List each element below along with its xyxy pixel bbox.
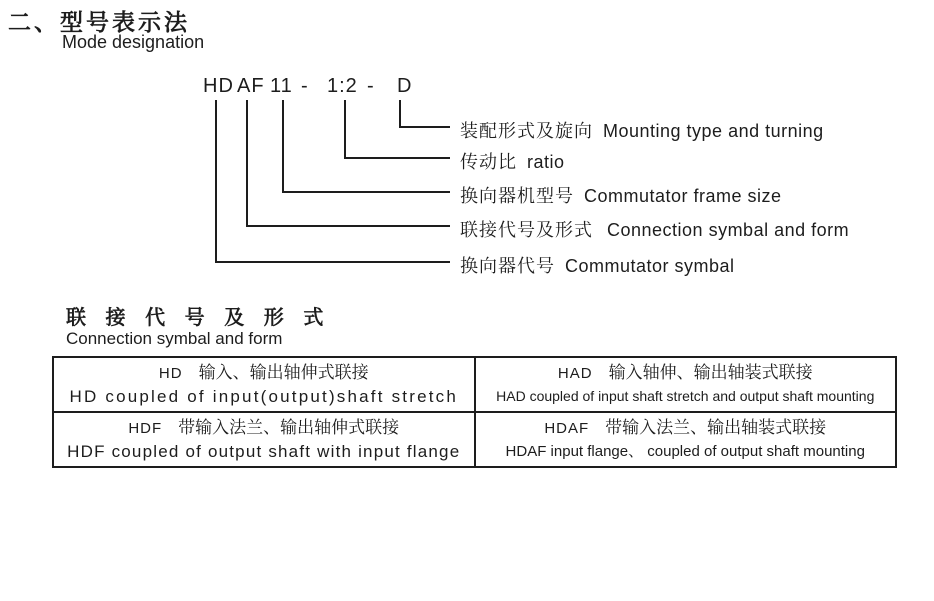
leader-line-vertical [215, 100, 217, 263]
leader-line-horizontal [282, 191, 450, 193]
connection-code: HD [158, 365, 183, 382]
page-title: 二、型号表示法 [8, 9, 190, 35]
model-code-segment: - [367, 75, 375, 97]
designation-label-zh: 换向器代号 [460, 256, 555, 276]
designation-label-en: ratio [527, 152, 565, 172]
table-cell-hdaf [475, 412, 897, 467]
connection-desc-zh: 带输入法兰、输出轴装式联接 [605, 418, 827, 437]
designation-label-connection [460, 216, 849, 242]
model-code-segment: D [397, 75, 413, 97]
designation-label-en: Commutator symbal [565, 256, 735, 276]
designation-label-commutator [460, 252, 735, 278]
connection-desc-zh: 输入轴伸、输出轴装式联接 [608, 363, 813, 382]
model-code-segment: HD [203, 75, 234, 97]
designation-label-frame-size [460, 182, 782, 208]
designation-label-zh: 装配形式及旋向 [460, 121, 593, 141]
designation-label-zh: 传动比 [460, 152, 517, 172]
table-cell-hdf [53, 412, 475, 467]
model-code-segment: 11 [270, 75, 293, 97]
table-row [53, 412, 896, 467]
connection-desc-en: HAD coupled of input shaft stretch and output shaft mounting [496, 388, 875, 404]
leader-line-vertical [246, 100, 248, 227]
table-row [53, 357, 896, 412]
connection-code: HDAF [544, 420, 590, 437]
connection-desc-zh: 输入、输出轴伸式联接 [198, 363, 369, 382]
leader-line-horizontal [246, 225, 450, 227]
table-cell-hd [53, 357, 475, 412]
connection-table [52, 356, 897, 468]
designation-label-en: Mounting type and turning [603, 121, 824, 141]
connection-desc-en: HDF coupled of output shaft with input flange [67, 442, 461, 461]
leader-line-horizontal [399, 126, 450, 128]
leader-line-vertical [282, 100, 284, 193]
section-subtitle: Connection symbal and form [66, 329, 283, 348]
designation-label-en: Commutator frame size [584, 186, 782, 206]
leader-line-horizontal [215, 261, 450, 263]
leader-line-horizontal [344, 157, 450, 159]
designation-label-ratio [460, 148, 565, 174]
connection-code: HDF [128, 420, 163, 437]
designation-label-mounting [460, 117, 824, 143]
designation-label-en: Connection symbal and form [607, 220, 850, 240]
model-code-segment: 1:2 [327, 75, 358, 97]
designation-label-zh: 联接代号及形式 [460, 220, 593, 240]
section-title: 联 接 代 号 及 形 式 [66, 307, 331, 329]
connection-desc-en: HD coupled of input(output)shaft stretch [69, 387, 458, 406]
connection-code: HAD [557, 365, 593, 382]
model-code-segment: AF [237, 75, 265, 97]
designation-label-zh: 换向器机型号 [460, 186, 574, 206]
leader-line-vertical [399, 100, 401, 128]
connection-desc-en: HDAF input flange、 coupled of output shaft mounting [505, 443, 865, 460]
connection-desc-zh: 带输入法兰、输出轴伸式联接 [178, 418, 400, 437]
model-code-segment: - [301, 75, 309, 97]
table-cell-had [475, 357, 897, 412]
leader-line-vertical [344, 100, 346, 159]
page-subtitle: Mode designation [62, 32, 205, 52]
